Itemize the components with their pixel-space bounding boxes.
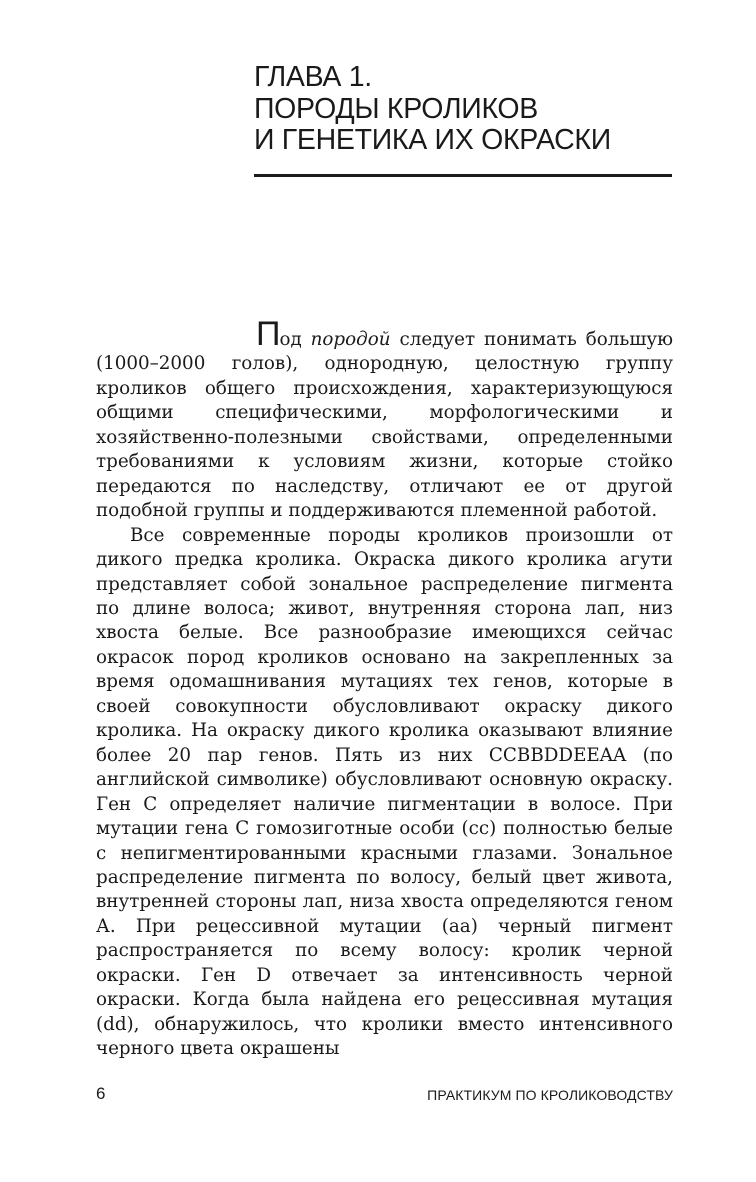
chapter-title-line-2: ПОРОДЫ КРОЛИКОВ bbox=[254, 92, 539, 125]
chapter-title-rule bbox=[254, 174, 672, 177]
emphasis-term: породой bbox=[310, 329, 391, 350]
paragraph-1 bbox=[96, 315, 673, 524]
chapter-title-line-1: ГЛАВА 1. bbox=[254, 61, 372, 93]
running-head: ПРАКТИКУМ ПО КРОЛИКОВОДСТВУ bbox=[427, 1087, 673, 1103]
paragraph-1-lead: од bbox=[279, 329, 311, 350]
drop-cap: П bbox=[256, 315, 280, 353]
chapter-title bbox=[254, 62, 674, 157]
paragraph-2: Все современные породы кроликов произошли от дикого предка кролика. Окраска дикого кролика агути представляет собой зональное распределение пигмента по длине волоса; живот, внутренняя сторона лап, низ хвоста белые. Все разнообразие имеющихся сейчас окрасок пород кроликов основано на закрепленных за время одомашнивания мутациях тех генов, которые в своей совокупности обусловливают окраску дикого кролика. На окраску дикого кролика оказывают влияние более 20 пар генов. Пять из них CCBBDDEEAA (по английской символике) обусловливают основную окраску. Ген C определяет наличие пигментации в волосе. При мутации гена C гомозиготные особи (cc) полностью белые с непигментированными красными глазами. Зональное распределение пигмента по волосу, белый цвет живота, внутренней стороны лап, низа хвоста определяются геном А. При рецессивной мутации (аа) черный пигмент распространяется по всему волосу: кролик черной окраски. Ген D отвечает за интенсивность черной окраски. Когда была найдена его рецессивная мутация (dd), обнаружилось, что кролики вместо интенсивного черного цвета окрашены bbox=[96, 524, 673, 1060]
chapter-title-line-3: И ГЕНЕТИКА ИХ ОКРАСКИ bbox=[254, 124, 611, 156]
body-text bbox=[96, 315, 673, 1062]
page-number: 6 bbox=[96, 1084, 106, 1103]
paragraph-1-text: следует понимать большую (1000–2000 голов), однородную, целостную группу кроликов общего происхождения, характеризующуюся общими специфическими, морфологическими и хозяйственно-полезными свойствами, определенными требованиями к условиям жизни, которые стойко передаются по наследству, отличают ее от другой подобной группы и поддерживаются племенной работой. bbox=[96, 329, 673, 522]
